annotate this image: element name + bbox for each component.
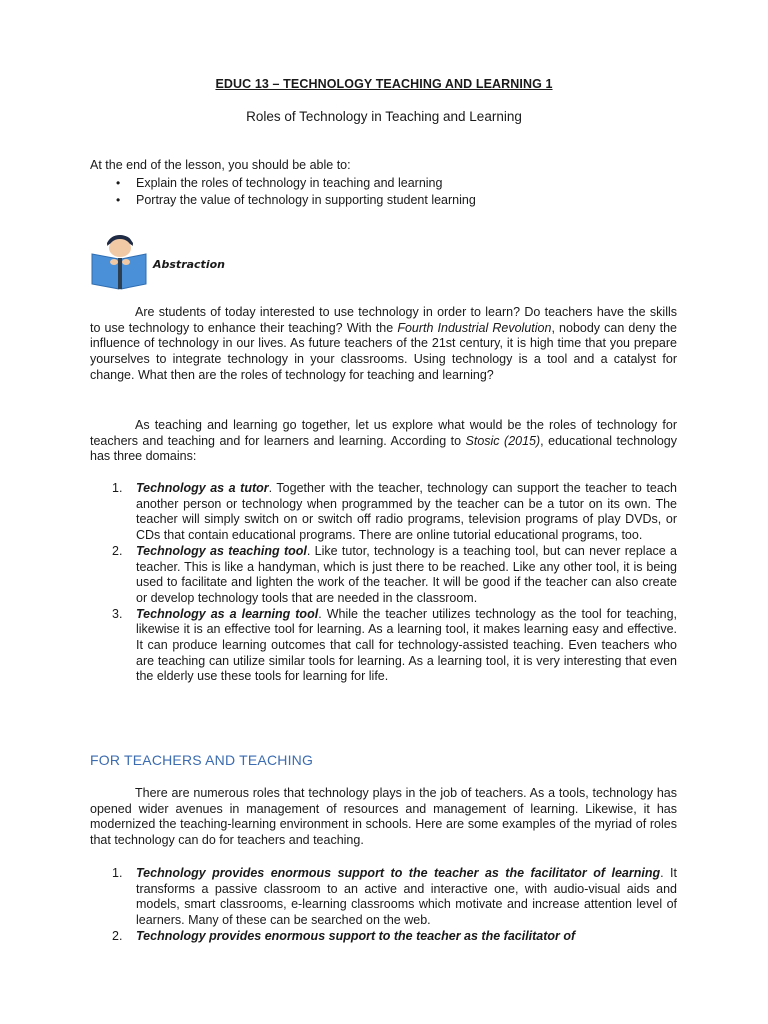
student-reading-book-icon: [90, 232, 148, 290]
list-number: 2.: [112, 928, 123, 943]
list-text: . While the teacher utilizes technology as the tool for teaching, likewise it is an effective tool for learning. As a learning tool, it makes learning easy and effective. It can produce learning outcomes that call for technology-assisted teaching. Even teachers who are teaching can utilize similar tools for learning. As a learning tool, it is very interesting that even the elderly use these tools for learning for life.: [136, 606, 678, 684]
section-heading: FOR TEACHERS AND TEACHING: [90, 752, 314, 768]
emphasis-text: Fourth Industrial Revolution: [397, 320, 552, 335]
objective-text: Portray the value of technology in supporting student learning: [136, 192, 476, 207]
list-term: Technology as teaching tool: [136, 543, 307, 558]
citation-text: Stosic (2015): [465, 433, 541, 448]
paragraph-text: Are students of today interested to use technology in order to learn? Do teachers have the skills to use technology to enhance their teaching? With the: [90, 305, 677, 335]
objectives-intro: At the end of the lesson, you should be able to:: [90, 158, 351, 172]
paragraph-text: As teaching and learning go together, let us explore what would be the roles of technology for teachers and teaching and for learners and learning. According to: [90, 418, 677, 448]
lesson-title: Roles of Technology in Teaching and Learning: [246, 109, 522, 124]
list-item: [90, 866, 677, 929]
intro-paragraph: [90, 305, 677, 384]
list-term: Technology provides enormous support to the teacher as the facilitator of: [136, 928, 576, 943]
domains-paragraph: [90, 418, 677, 465]
list-text: . It transforms a passive classroom to an active and interactive one, with audio-visual aids and models, smart classrooms, e-learning classrooms which motivate and increase attention level of learners. Many of these can be searched on the web.: [136, 866, 677, 928]
objectives-list: [90, 175, 476, 208]
bullet-icon: •: [116, 176, 121, 190]
abstraction-label: Abstraction: [153, 258, 225, 271]
list-number: 3.: [112, 606, 123, 621]
course-title: EDUC 13 – TECHNOLOGY TEACHING AND LEARNING 1: [215, 77, 553, 91]
paragraph-text: , educational technology has three domains:: [90, 433, 677, 464]
list-text: . Like tutor, technology is a teaching tool, but can never replace a teacher. This is like a handyman, which is just there to be reached. Like any other tool, it is being used to facilitate and lighten the work of the teacher. It will be good if the teacher can also create or develop technology tools that are needed in the classroom.: [136, 543, 677, 605]
list-number: 2.: [112, 543, 123, 558]
bullet-icon: •: [116, 192, 121, 207]
domains-list: [90, 481, 677, 685]
list-item: [90, 607, 677, 686]
list-term: Technology as a tutor: [136, 481, 269, 495]
list-item: [90, 481, 677, 544]
teacher-roles-list: [90, 866, 677, 945]
list-text: . Together with the teacher, technology can support the teacher to teach another person or technology when programmed by the teacher can be a tutor on its own. The teacher will simply switch on or switch off radio programs, television programs of play DVDs, or CDs that contain educational programs. There are online tutorial educational programs, too.: [136, 481, 677, 543]
abstraction-section: [90, 232, 290, 292]
list-item: [90, 175, 476, 192]
list-item: [90, 929, 677, 945]
list-number: 1.: [112, 481, 123, 495]
list-term: Technology as a learning tool: [136, 606, 319, 621]
objective-text: Explain the roles of technology in teaching and learning: [136, 176, 443, 190]
list-term: Technology provides enormous support to the teacher as the facilitator of learning: [136, 866, 661, 880]
list-item: [90, 544, 677, 607]
paragraph-text: , nobody can deny the influence of technology in our lives. As future teachers of the 21st century, it is high time that you prepare yourselves to integrate technology in your classrooms. Using technology is a tool and a catalyst for change. What then are the roles of technology for teaching and learning?: [90, 320, 678, 382]
list-item: [90, 192, 476, 209]
list-number: 1.: [112, 866, 123, 880]
teachers-paragraph: There are numerous roles that technology plays in the job of teachers. As a tools, technology has opened wider avenues in management of resources and management of learning. Likewise, it has modernized the teaching-learning environment in schools. Here are some examples of the myriad of roles that technology can do for teachers and teaching.: [90, 786, 677, 848]
